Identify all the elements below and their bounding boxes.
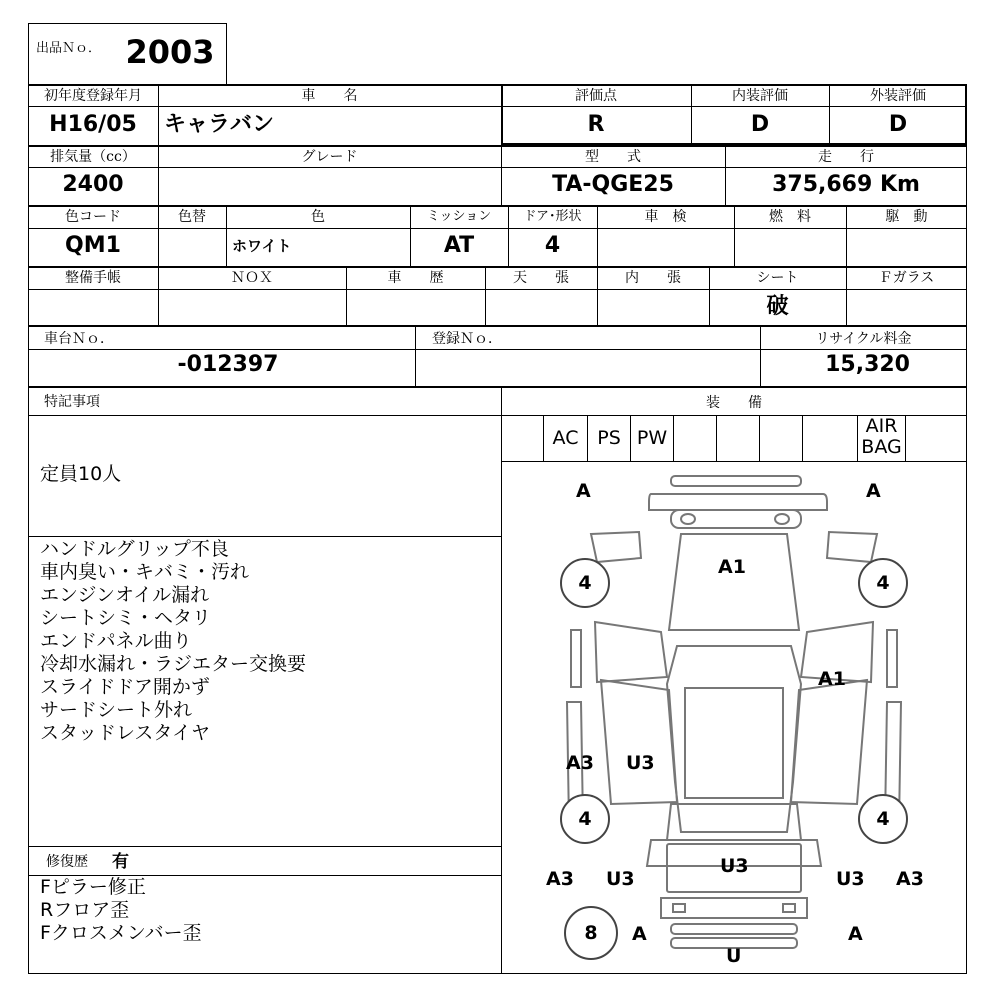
lot-label: 出品Ｎｏ． (36, 41, 102, 56)
tire-front-right: 4 (858, 558, 908, 608)
equipment-ps: PS (597, 427, 621, 449)
capacity-note: 定員10人 (40, 463, 122, 485)
repair-item: Rフロア歪 (40, 899, 130, 921)
model-value: TA-QGE25 (552, 172, 674, 197)
registration-label: 初年度登録年月 (44, 88, 142, 104)
equipment-pw: PW (636, 427, 668, 449)
equipment-label: 装 備 (706, 395, 762, 411)
tire-rear-left: 4 (560, 794, 610, 844)
mark-rear-right-a3: A3 (896, 868, 924, 890)
chassis-label: 車台Ｎｏ． (44, 331, 114, 347)
color-value: ホワイト (232, 237, 292, 255)
note-item: 冷却水漏れ・ラジエター交換要 (40, 653, 307, 675)
grade-label: グレード (301, 149, 358, 165)
note-item: エンジンオイル漏れ (40, 584, 210, 606)
mark-rear-bumper-left: A (632, 923, 647, 945)
note-item: 車内臭い・キバミ・汚れ (40, 561, 250, 583)
mark-front-right: A (866, 480, 881, 502)
exterior-grade-value: D (888, 112, 908, 137)
color-label: 色 (311, 209, 325, 225)
note-item: サードシート外れ (40, 699, 193, 721)
mark-rear-left-a3: A3 (546, 868, 574, 890)
displacement-value: 2400 (62, 172, 124, 197)
recycle-label: リサイクル料金 (815, 331, 912, 347)
regno-label: 登録Ｎｏ． (432, 331, 502, 347)
mark-back-door: U3 (720, 855, 749, 877)
mission-value: AT (443, 233, 475, 258)
tire-rear-right: 4 (858, 794, 908, 844)
mileage-label: 走 行 (818, 149, 874, 165)
interior-grade-value: D (750, 112, 770, 137)
interior-grade-label: 内装評価 (732, 88, 788, 104)
note-item: スタッドレスタイヤ (40, 722, 211, 744)
tire-front-left: 4 (560, 558, 610, 608)
mission-label: ミッション (426, 209, 492, 224)
note-item: ハンドルグリップ不良 (40, 538, 229, 560)
mark-right-front-door: A1 (818, 668, 846, 690)
maintenance-label: 整備手帳 (65, 270, 121, 286)
seat-value: 破 (766, 294, 789, 319)
chassis-value: -012397 (177, 352, 279, 377)
equipment-ac: AC (552, 427, 579, 449)
seat-label: シート (756, 270, 799, 286)
color-change-label: 色替 (178, 209, 206, 225)
note-item: スライドドア開かず (40, 676, 210, 698)
note-item: シートシミ・ヘタリ (40, 607, 212, 629)
history-label: 車 歴 (387, 270, 444, 286)
displacement-label: 排気量（cc） (50, 149, 136, 165)
color-code-label: 色コード (65, 209, 121, 225)
model-label: 型 式 (585, 149, 641, 165)
score-label: 評価点 (575, 88, 617, 104)
notes-list (40, 538, 306, 745)
repair-history-value: 有 (112, 852, 129, 872)
repair-history-label: 修復歴 (46, 854, 88, 870)
equipment-airbag-line1: AIR (865, 415, 898, 437)
mileage-value: 375,669 Km (772, 172, 920, 197)
registration-value: H16/05 (49, 112, 137, 137)
glass-label: Ｆガラス (878, 270, 935, 286)
door-label: ドア･形状 (523, 209, 582, 224)
mark-left-rear-u3: U3 (626, 752, 655, 774)
drive-label: 駆 動 (885, 209, 928, 225)
roof-label: 天 張 (513, 270, 569, 286)
special-notes-label: 特記事項 (44, 394, 100, 410)
recycle-value: 15,320 (825, 352, 910, 377)
repair-item: Fクロスメンバー歪 (40, 922, 202, 944)
car-name-label: 車 名 (301, 88, 358, 104)
inspection-label: 車 検 (644, 209, 687, 225)
car-name-value: キャラバン (164, 112, 275, 137)
mark-rear-left-u3: U3 (606, 868, 635, 890)
mark-front-left: A (576, 480, 591, 502)
interior-trim-label: 内 張 (625, 270, 681, 286)
lot-number: 2003 (125, 33, 215, 71)
equipment-airbag-line2: BAG (861, 436, 902, 458)
nox-label: ＮＯＸ (231, 270, 273, 286)
repair-item: Fピラー修正 (40, 876, 146, 898)
door-value: 4 (544, 233, 561, 258)
mark-rear-bottom: U (726, 945, 742, 967)
mark-left-rear-a3: A3 (566, 752, 594, 774)
repair-list (40, 876, 202, 945)
color-code-value: QM1 (65, 233, 121, 258)
mark-rear-right-u3: U3 (836, 868, 865, 890)
mark-bonnet: A1 (718, 556, 746, 578)
vehicle-diagram (501, 462, 967, 974)
exterior-grade-label: 外装評価 (870, 88, 926, 104)
note-item: エンドパネル曲り (40, 630, 192, 652)
fuel-label: 燃 料 (769, 209, 811, 225)
mark-rear-bumper-right: A (848, 923, 863, 945)
score-value: R (587, 112, 605, 137)
tire-spare: 8 (564, 906, 618, 960)
